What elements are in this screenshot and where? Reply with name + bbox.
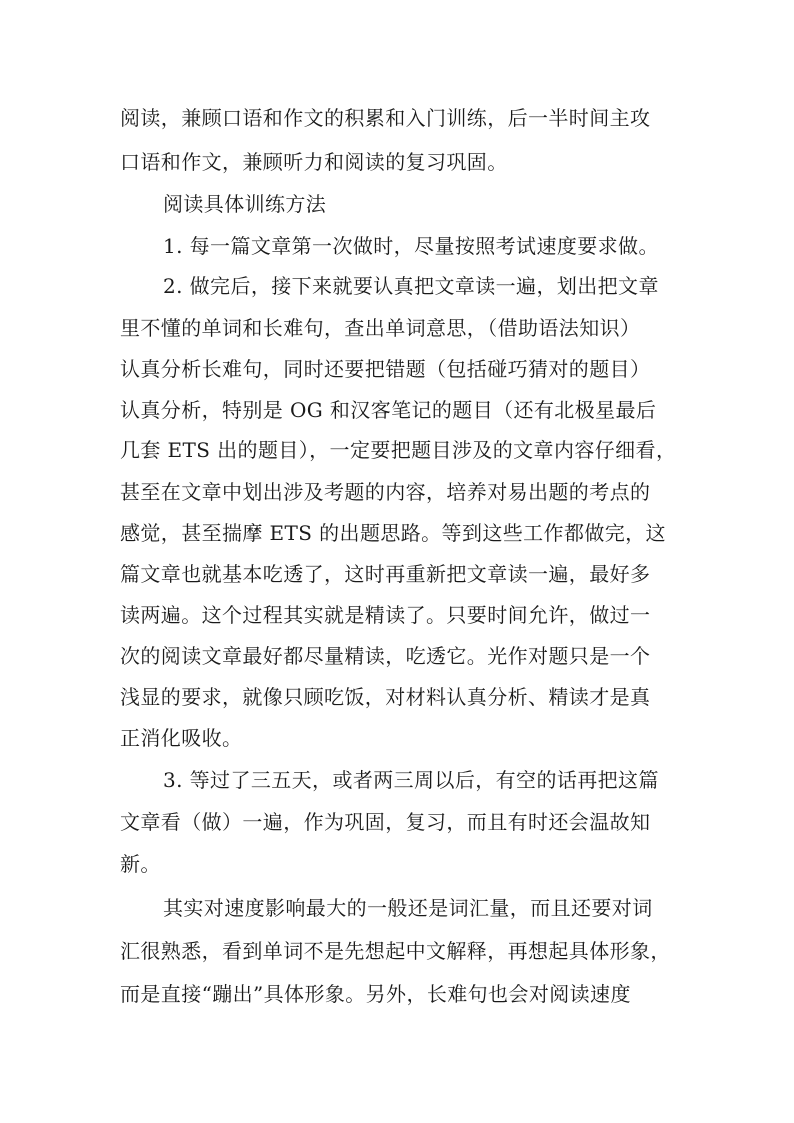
- text-line: 甚至在文章中划出涉及考题的内容，培养对易出题的考点的: [120, 480, 651, 504]
- text-line: 认真分析，特别是 OG 和汉客笔记的题目（还有北极星最后: [120, 398, 657, 422]
- text-line: 篇文章也就基本吃透了，这时再重新把文章读一遍，最好多: [120, 562, 651, 586]
- text-line: 次的阅读文章最好都尽量精读，吃透它。光作对题只是一个: [120, 644, 651, 668]
- text-line: 感觉，甚至揣摩 ETS 的出题思路。等到这些工作都做完，这: [120, 521, 666, 545]
- text-line: 读两遍。这个过程其实就是精读了。只要时间允许，做过一: [120, 603, 651, 627]
- text-line: 浅显的要求，就像只顾吃饭，对材料认真分析、精读才是真: [120, 685, 651, 709]
- text-line: 汇很熟悉，看到单词不是先想起中文解释，再想起具体形象，: [120, 939, 671, 963]
- text-line: 阅读，兼顾口语和作文的积累和入门训练，后一半时间主攻: [120, 106, 651, 130]
- text-line: 里不懂的单词和长难句，查出单词意思，（借助语法知识）: [120, 316, 641, 340]
- text-line: 1. 每一篇文章第一次做时，尽量按照考试速度要求做。: [163, 234, 659, 258]
- text-line: 口语和作文，兼顾听力和阅读的复习巩固。: [120, 150, 508, 174]
- text-line: 认真分析长难句，同时还要把错题（包括碰巧猜对的题目）: [120, 357, 651, 381]
- text-line: 几套 ETS 出的题目），一定要把题目涉及的文章内容仔细看，: [120, 438, 677, 462]
- text-line: 文章看（做）一遍，作为巩固，复习，而且有时还会温故知: [120, 810, 651, 834]
- text-line: 2. 做完后，接下来就要认真把文章读一遍，划出把文章: [163, 274, 659, 298]
- section-heading: 阅读具体训练方法: [163, 192, 327, 216]
- text-line: 正消化吸收。: [120, 726, 243, 750]
- text-line: 而是直接“蹦出”具体形象。另外，长难句也会对阅读速度: [120, 982, 631, 1006]
- text-line: 其实对速度影响最大的一般还是词汇量，而且还要对词: [163, 896, 653, 920]
- text-line: 新。: [120, 852, 161, 876]
- text-line: 3. 等过了三五天，或者两三周以后，有空的话再把这篇: [163, 768, 659, 792]
